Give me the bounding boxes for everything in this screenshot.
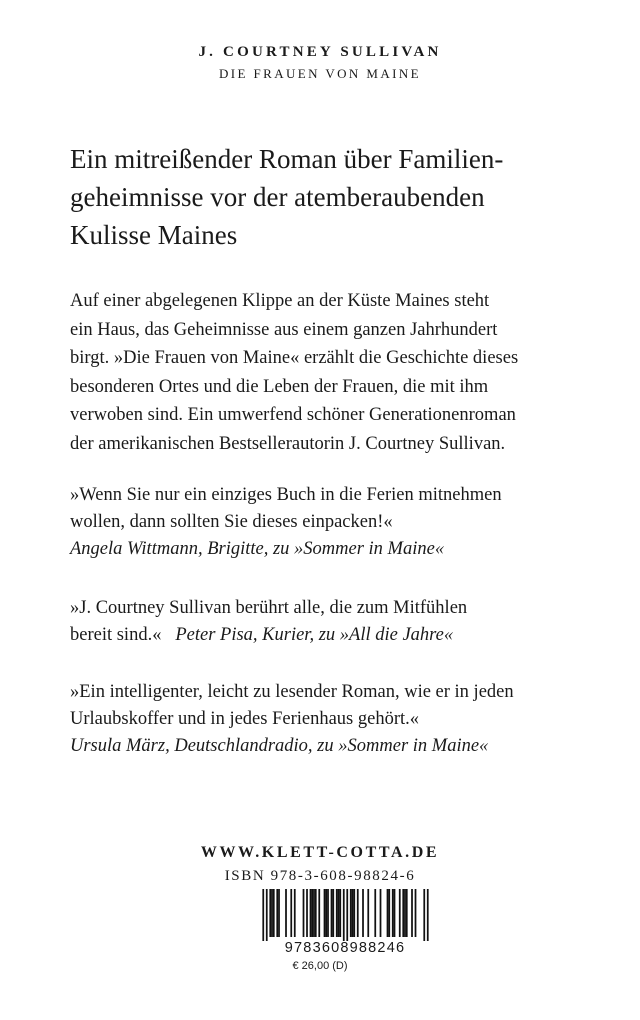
blurb-line: besonderen Ortes und die Leben der Frauen, die mit ihm xyxy=(70,376,489,397)
barcode-bar xyxy=(310,889,312,937)
quote-line: wollen, dann sollten Sie dieses einpacken!« xyxy=(70,512,393,532)
quote-source: Peter Pisa, Kurier, zu »All die Jahre« xyxy=(175,625,454,645)
barcode-bar xyxy=(273,889,275,937)
barcode-bar xyxy=(380,889,382,937)
author-name: J. COURTNEY SULLIVAN xyxy=(198,44,442,60)
review-quote xyxy=(70,679,610,760)
headline xyxy=(70,140,590,254)
barcode-bar xyxy=(411,889,413,937)
barcode-bar xyxy=(331,889,333,937)
quote-source: Angela Wittmann, Brigitte, zu »Sommer in Maine« xyxy=(70,539,445,559)
barcode-bar xyxy=(276,889,278,937)
barcode-bar xyxy=(423,889,425,941)
barcode-bar xyxy=(374,889,376,937)
review-quote xyxy=(70,482,610,563)
headline-line: Kulisse Maines xyxy=(70,220,238,250)
barcode-bar xyxy=(306,889,308,937)
barcode-bar xyxy=(262,889,264,941)
book-title: DIE FRAUEN VON MAINE xyxy=(219,66,421,81)
barcode-bar xyxy=(313,889,315,937)
barcode-bar xyxy=(266,889,268,941)
quote-source: Ursula März, Deutschlandradio, zu »Sommer in Maine« xyxy=(70,736,489,756)
barcode-bars xyxy=(247,889,444,941)
blurb-line: Auf einer abgelegenen Klippe an der Küste Maines steht xyxy=(70,291,490,311)
barcode-bar xyxy=(346,889,348,941)
blurb-line: der amerikanischen Bestsellerautorin J. Courtney Sullivan. xyxy=(70,433,506,454)
barcode-bar xyxy=(303,889,305,937)
barcode-bar xyxy=(290,889,292,937)
barcode-bar xyxy=(311,889,313,937)
quote-line: »J. Courtney Sullivan berührt alle, die zum Mitfühlen xyxy=(70,598,468,618)
quote-line: Urlaubskoffer und in jedes Ferienhaus gehört.« xyxy=(70,709,420,729)
barcode-bar xyxy=(315,889,317,937)
barcode-bar xyxy=(336,889,338,937)
book-header xyxy=(0,42,640,84)
barcode-bar xyxy=(278,889,280,937)
review-quote xyxy=(70,595,610,649)
barcode-bar xyxy=(325,889,327,937)
barcode-bar xyxy=(392,889,394,937)
barcode-bar xyxy=(406,889,408,937)
barcode-bar xyxy=(271,889,273,937)
blurb-paragraph xyxy=(70,287,610,459)
blurb-line: verwoben sind. Ein umwerfend schöner Generationenroman xyxy=(70,405,516,426)
barcode-bar xyxy=(367,889,369,937)
barcode-bar xyxy=(404,889,406,937)
barcode-bar xyxy=(350,889,352,937)
barcode-bar xyxy=(415,889,417,937)
barcode-bar xyxy=(402,889,404,937)
barcode-bar xyxy=(399,889,401,937)
barcode-bar xyxy=(343,889,345,941)
barcode-bar xyxy=(427,889,429,941)
barcode-bar xyxy=(362,889,364,937)
barcode-bar xyxy=(352,889,354,937)
barcode-bar xyxy=(324,889,326,937)
barcode-bar xyxy=(388,889,390,937)
quote-line: »Ein intelligenter, leicht zu lesender Roman, wie er in jeden xyxy=(70,682,514,702)
barcode-bar xyxy=(357,889,359,937)
publisher-website: WWW.KLETT-COTTA.DE xyxy=(200,844,440,861)
blurb-line: ein Haus, das Geheimnisse aus einem ganzen Jahrhundert xyxy=(70,319,498,340)
quote-line: bereit sind.« xyxy=(70,625,162,645)
barcode-bar xyxy=(285,889,287,937)
headline-line: geheimnisse vor der atemberaubenden xyxy=(70,182,485,212)
quote-line: »Wenn Sie nur ein einziges Buch in die Ferien mitnehmen xyxy=(70,485,502,505)
barcode-bar xyxy=(394,889,396,937)
barcode-bar xyxy=(332,889,334,937)
barcode-bar xyxy=(353,889,355,937)
barcode-bar xyxy=(339,889,341,937)
isbn-number: ISBN 978-3-608-98824-6 xyxy=(224,868,416,884)
barcode-bar xyxy=(318,889,320,937)
price: € 26,00 (D) xyxy=(292,960,348,972)
barcode-digits: 9783608988246 xyxy=(284,940,406,956)
barcode-bar xyxy=(269,889,271,937)
headline-line: Ein mitreißender Roman über Familien- xyxy=(70,144,504,174)
barcode-bar xyxy=(294,889,296,937)
barcode-bar xyxy=(338,889,340,937)
blurb-line: birgt. »Die Frauen von Maine« erzählt die Geschichte dieses xyxy=(70,348,519,369)
barcode-bar xyxy=(327,889,329,937)
barcode-bar xyxy=(387,889,389,937)
